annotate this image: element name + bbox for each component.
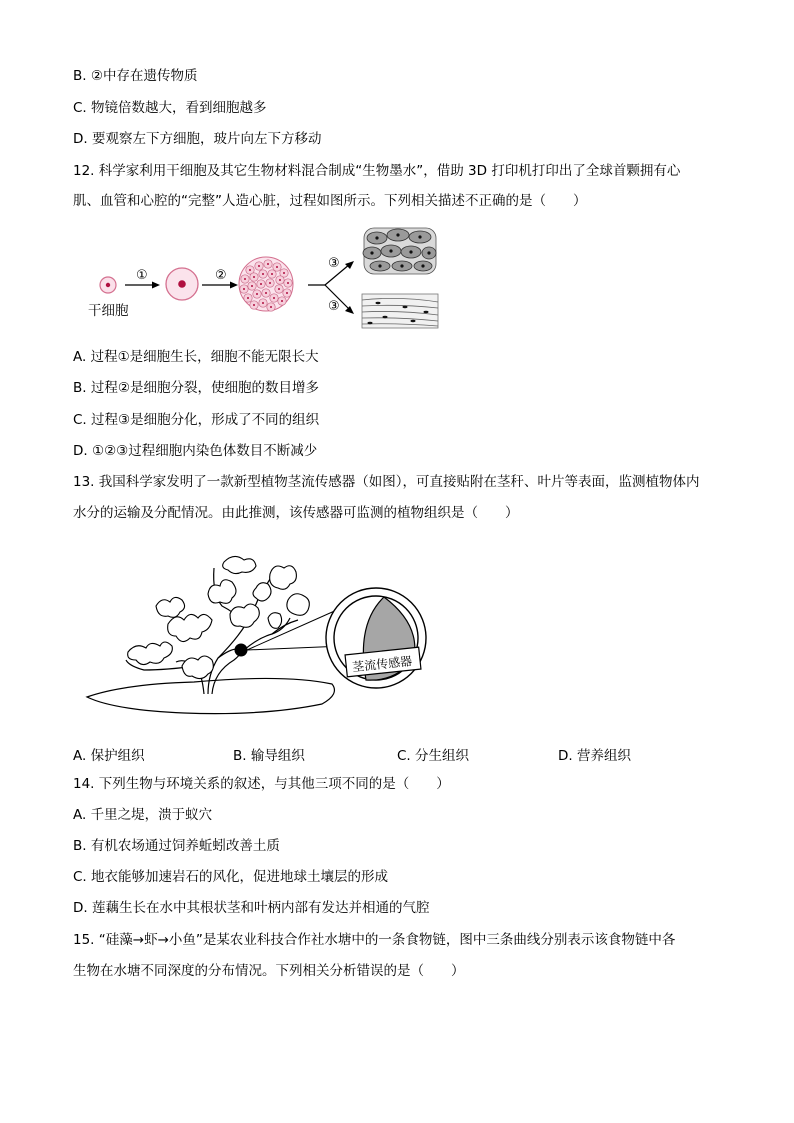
q14-option-a: A. 千里之堤，溃于蚁穴: [73, 807, 213, 823]
differentiated-tissue-a-icon: [363, 228, 436, 274]
q12-stem-line2: 肌、血管和心腔的“完整”人造心脏，过程如图所示。下列相关描述不正确的是（ ）: [73, 193, 587, 209]
q13-stem-line2: 水分的运输及分配情况。由此推测，该传感器可监测的植物组织是（ ）: [73, 505, 519, 521]
step-1-label: ①: [136, 268, 148, 283]
differentiated-tissue-b-icon: [362, 294, 438, 328]
step-2-label: ②: [215, 268, 227, 283]
q13-plant-sensor-figure: [84, 554, 434, 724]
ground-shape: [87, 678, 334, 713]
q12-cell-process-figure: [80, 222, 440, 332]
q13-option-d: D. 营养组织: [558, 748, 631, 764]
sensor-label: 茎流传感器: [351, 653, 413, 675]
q13-option-c: C. 分生组织: [397, 748, 470, 764]
cell-cluster-icon: [239, 257, 293, 311]
q14-option-c: C. 地衣能够加速岩石的风化，促进地球土壤层的形成: [73, 869, 389, 885]
q15-stem-line2: 生物在水塘不同深度的分布情况。下列相关分析错误的是（ ）: [73, 963, 465, 979]
step-3a-label: ③: [328, 256, 340, 271]
q11-option-c: C. 物镜倍数越大，看到细胞越多: [73, 100, 267, 116]
q15-stem-line1: 15. “硅藻→虾→小鱼”是某农业科技合作社水塘中的一条食物链，图中三条曲线分别表示该食物链中各: [73, 932, 676, 948]
sensor-magnified-view-icon: [326, 588, 426, 688]
step-3b-label: ③: [328, 299, 340, 314]
q12-option-c: C. 过程③是细胞分化，形成了不同的组织: [73, 412, 320, 428]
q13-option-a: A. 保护组织: [73, 748, 145, 764]
q13-stem-line1: 13. 我国科学家发明了一款新型植物茎流传感器（如图），可直接贴附在茎秆、叶片等表面，监测植物体内: [73, 474, 700, 490]
sensor-dot-icon: [235, 644, 248, 657]
q12-option-a: A. 过程①是细胞生长，细胞不能无限长大: [73, 349, 319, 365]
q11-option-b: B. ②中存在遗传物质: [73, 68, 198, 84]
q12-option-d: D. ①②③过程细胞内染色体数目不断减少: [73, 443, 318, 459]
q12-option-b: B. 过程②是细胞分裂，使细胞的数目增多: [73, 380, 319, 396]
q11-option-d: D. 要观察左下方细胞，玻片向左下方移动: [73, 131, 322, 147]
stem-cell-icon: [100, 277, 116, 293]
q12-stem-line1: 12. 科学家利用干细胞及其它生物材料混合制成“生物墨水”，借助 3D 打印机打印出了全球首颗拥有心: [73, 163, 681, 179]
stem-cell-label: 干细胞: [88, 303, 129, 319]
q14-option-b: B. 有机农场通过饲养蚯蚓改善土质: [73, 838, 280, 854]
q13-option-b: B. 输导组织: [233, 748, 305, 764]
grown-cell-icon: [166, 268, 198, 300]
q14-stem: 14. 下列生物与环境关系的叙述，与其他三项不同的是（ ）: [73, 776, 450, 792]
q14-option-d: D. 莲藕生长在水中其根状茎和叶柄内部有发达并相通的气腔: [73, 900, 430, 916]
q13-options-row: [73, 744, 713, 762]
